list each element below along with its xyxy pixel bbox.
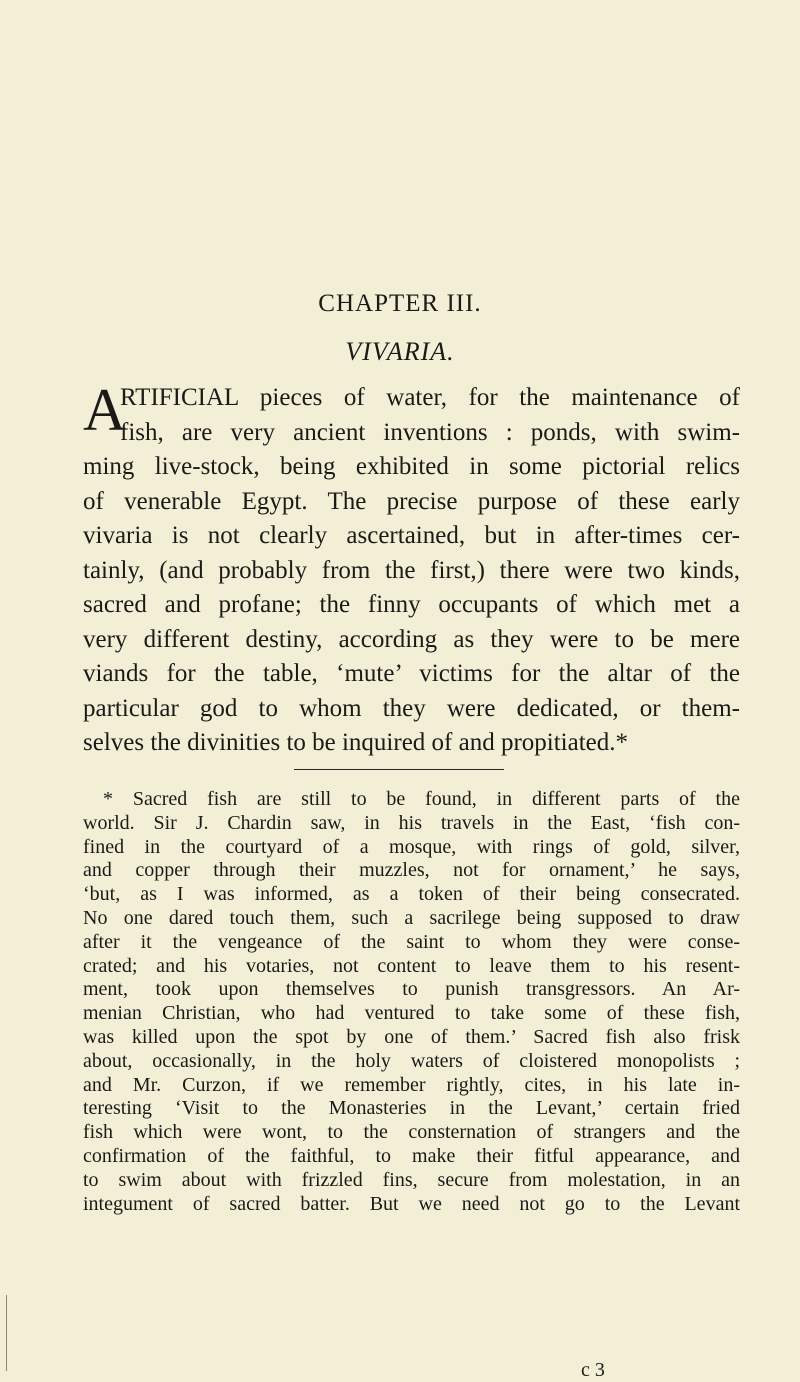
paragraph-line: vivaria is not clearly ascertained, but in after-times cer-: [83, 522, 740, 549]
footnote-line: integument of sacred batter. But we need not go to the Levant: [83, 1192, 740, 1215]
footnote-line: menian Christian, who had ventured to take some of these fish,: [83, 1002, 740, 1025]
footnote-line: No one dared touch them, such a sacrilege being supposed to draw: [83, 906, 740, 929]
footnote-divider: [294, 769, 504, 770]
paragraph-line: very different destiny, according as they were to be mere: [83, 625, 740, 653]
paragraph-line: ming live-stock, being exhibited in some pictorial relics: [83, 453, 740, 480]
paragraph-line: tainly, (and probably from the first,) there were two kinds,: [83, 556, 740, 584]
footnote-line: and Mr. Curzon, if we remember rightly, cites, in his late in-: [83, 1073, 740, 1096]
paragraph-line: RTIFICIAL pieces of water, for the maintenance of: [120, 384, 740, 411]
main-paragraph: [83, 377, 740, 761]
paragraph-line: viands for the table, ‘mute’ victims for the altar of the: [83, 660, 740, 687]
footnote-line: world. Sir J. Chardin saw, in his travels in the East, ‘fish con-: [83, 811, 740, 834]
footnote-line: crated; and his votaries, not content to leave them to his resent-: [83, 954, 740, 977]
footnote-line: confirmation of the faithful, to make their fitful appearance, and: [83, 1144, 740, 1167]
footnote-line: ment, took upon themselves to punish transgressors. An Ar-: [83, 978, 740, 1001]
footnote: [83, 788, 740, 1216]
footnote-line: and copper through their muzzles, not for ornament,’ he says,: [83, 859, 740, 882]
footnote-line: fined in the courtyard of a mosque, with rings of gold, silver,: [83, 835, 740, 858]
footnote-line: fish which were wont, to the consternation of strangers and the: [83, 1121, 740, 1144]
paragraph-line: particular god to whom they were dedicated, or them-: [83, 694, 740, 722]
paragraph-line: selves the divinities to be inquired of and propitiated.*: [83, 729, 629, 756]
footnote-line: to swim about with frizzled fins, secure from molestation, in an: [83, 1168, 740, 1191]
signature-mark: c 3: [581, 1359, 605, 1381]
chapter-title: VIVARIA.: [345, 337, 455, 366]
paragraph-line: fish, are very ancient inventions : ponds, with swim-: [120, 418, 740, 446]
footnote-line: teresting ‘Visit to the Monasteries in the Levant,’ certain fried: [83, 1097, 740, 1120]
paragraph-line: of venerable Egypt. The precise purpose of these early: [83, 487, 740, 515]
footnote-line: was killed upon the spot by one of them.’ Sacred fish also frisk: [83, 1025, 740, 1048]
drop-cap: A: [83, 377, 127, 443]
footnote-line: about, occasionally, in the holy waters of cloistered monopolists ;: [83, 1049, 740, 1072]
footnote-line: ‘but, as I was informed, as a token of their being consecrated.: [83, 883, 740, 906]
footnote-line: after it the vengeance of the saint to whom they were conse-: [83, 930, 740, 953]
chapter-heading: CHAPTER III.: [318, 290, 482, 317]
page-edge-line: [6, 1295, 7, 1371]
footnote-line: * Sacred fish are still to be found, in different parts of the: [103, 788, 740, 810]
paragraph-line: sacred and profane; the finny occupants of which met a: [83, 591, 740, 618]
